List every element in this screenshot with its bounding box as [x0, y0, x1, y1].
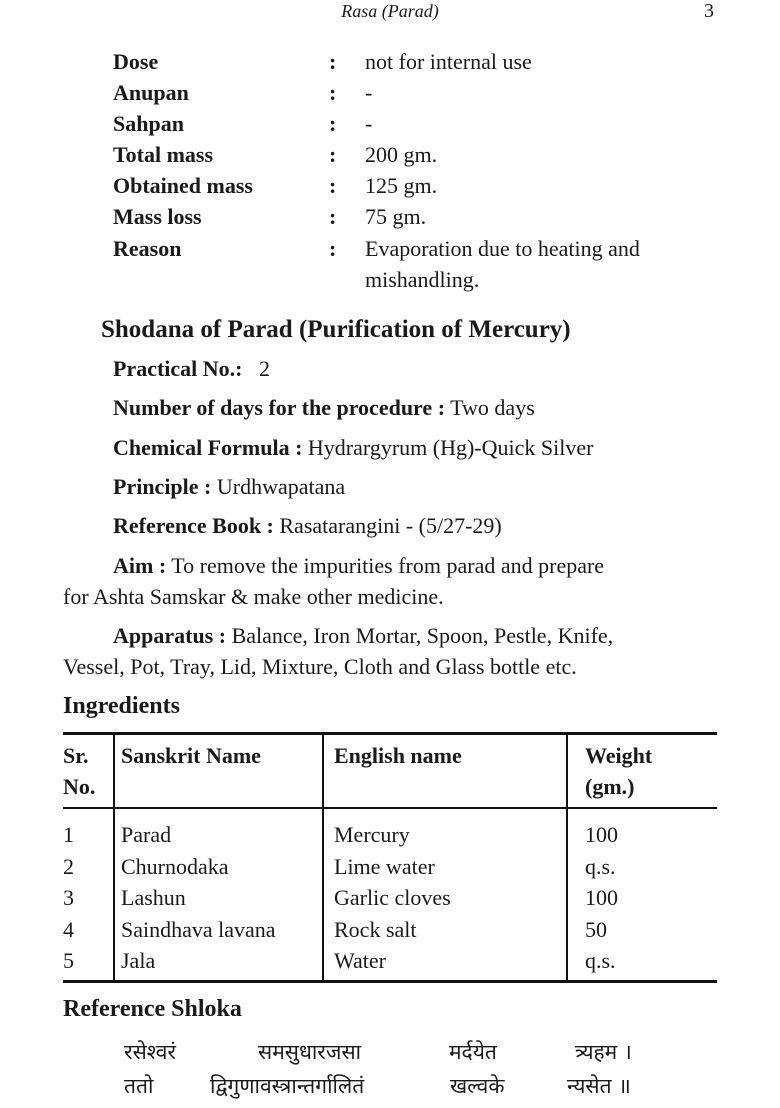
- column-divider: [113, 733, 115, 983]
- aim-text-line1: To remove the impurities from parad and prepare: [171, 553, 605, 578]
- chemical-formula: [113, 433, 593, 463]
- property-value: 75 gm.: [365, 204, 427, 229]
- property-value: not for internal use: [365, 49, 532, 74]
- shloka-word: मर्दयेत: [449, 1040, 497, 1064]
- principle-value: Urdhwapatana: [216, 474, 346, 499]
- property-label: Mass loss: [113, 204, 202, 229]
- property-label: Reason: [113, 236, 182, 261]
- property-value: -: [365, 80, 373, 105]
- property-value: 200 gm.: [365, 142, 438, 167]
- page-number: 3: [704, 0, 714, 22]
- apparatus-text-line2: Vessel, Pot, Tray, Lid, Mixture, Cloth and Glass bottle etc.: [63, 654, 577, 679]
- property-separator: :: [329, 204, 337, 229]
- aim-paragraph: [63, 550, 723, 612]
- property-label: Total mass: [113, 142, 214, 167]
- practical-number: [113, 354, 270, 384]
- reference-shloka-heading: Reference Shloka: [63, 996, 242, 1022]
- shloka-word: खल्वके: [450, 1074, 505, 1098]
- aim-label: Aim :: [113, 553, 167, 578]
- shloka-word: त्र्यहम ।: [575, 1040, 632, 1064]
- shloka-word: समसुधारजसा: [258, 1040, 362, 1064]
- property-separator: :: [329, 142, 337, 167]
- practical-number-value: 2: [259, 356, 270, 381]
- property-label: Anupan: [113, 80, 189, 105]
- reference-book: [113, 511, 502, 541]
- column-divider: [566, 733, 568, 983]
- property-separator: :: [329, 49, 337, 74]
- property-value: 125 gm.: [365, 173, 438, 198]
- property-label: Sahpan: [113, 111, 184, 136]
- property-separator: :: [329, 236, 337, 261]
- shloka-word: ततो: [124, 1074, 154, 1098]
- reference-book-label: Reference Book :: [113, 513, 274, 538]
- column-divider: [322, 733, 324, 983]
- property-label: Dose: [113, 49, 159, 74]
- table-bottom-rule: [63, 980, 717, 983]
- header-weight: Weight (gm.): [585, 743, 653, 799]
- chemical-formula-value: Hydrargyrum (Hg)-Quick Silver: [307, 435, 594, 460]
- property-separator: :: [329, 173, 337, 198]
- property-separator: :: [329, 80, 337, 105]
- principle-label: Principle :: [113, 474, 212, 499]
- table-header-rule: [63, 807, 717, 809]
- chemical-formula-label: Chemical Formula :: [113, 435, 303, 460]
- property-value: -: [365, 111, 373, 136]
- header-sanskrit-name: Sanskrit Name: [121, 743, 261, 768]
- procedure-days-label: Number of days for the procedure :: [113, 395, 446, 420]
- property-value-continued: mishandling.: [365, 267, 480, 292]
- apparatus-paragraph: [63, 620, 723, 682]
- aim-text-line2: for Ashta Samskar & make other medicine.: [63, 584, 444, 609]
- apparatus-label: Apparatus :: [113, 623, 227, 648]
- running-header-title: Rasa (Parad): [341, 1, 439, 21]
- principle: [113, 472, 345, 502]
- shloka-word: न्यसेत ॥: [567, 1074, 631, 1098]
- table-top-rule: [63, 732, 717, 735]
- header-sr: Sr. No.: [63, 743, 96, 799]
- property-separator: :: [329, 111, 337, 136]
- ingredients-heading: Ingredients: [63, 693, 180, 719]
- reference-book-value: Rasatarangini - (5/27-29): [279, 513, 502, 538]
- procedure-days-value: Two days: [450, 395, 535, 420]
- section-title: Shodana of Parad (Purification of Mercury): [101, 316, 571, 343]
- header-english-name: English name: [334, 743, 462, 768]
- property-label: Obtained mass: [113, 173, 253, 198]
- practical-number-label: Practical No.:: [113, 356, 243, 381]
- shloka-word: द्विगुणावस्त्रान्तर्गालितं: [210, 1074, 365, 1098]
- procedure-days: [113, 393, 535, 423]
- property-value: Evaporation due to heating and: [365, 236, 640, 261]
- shloka-word: रसेश्वरं: [124, 1040, 176, 1064]
- apparatus-text-line1: Balance, Iron Mortar, Spoon, Pestle, Knife,: [231, 623, 614, 648]
